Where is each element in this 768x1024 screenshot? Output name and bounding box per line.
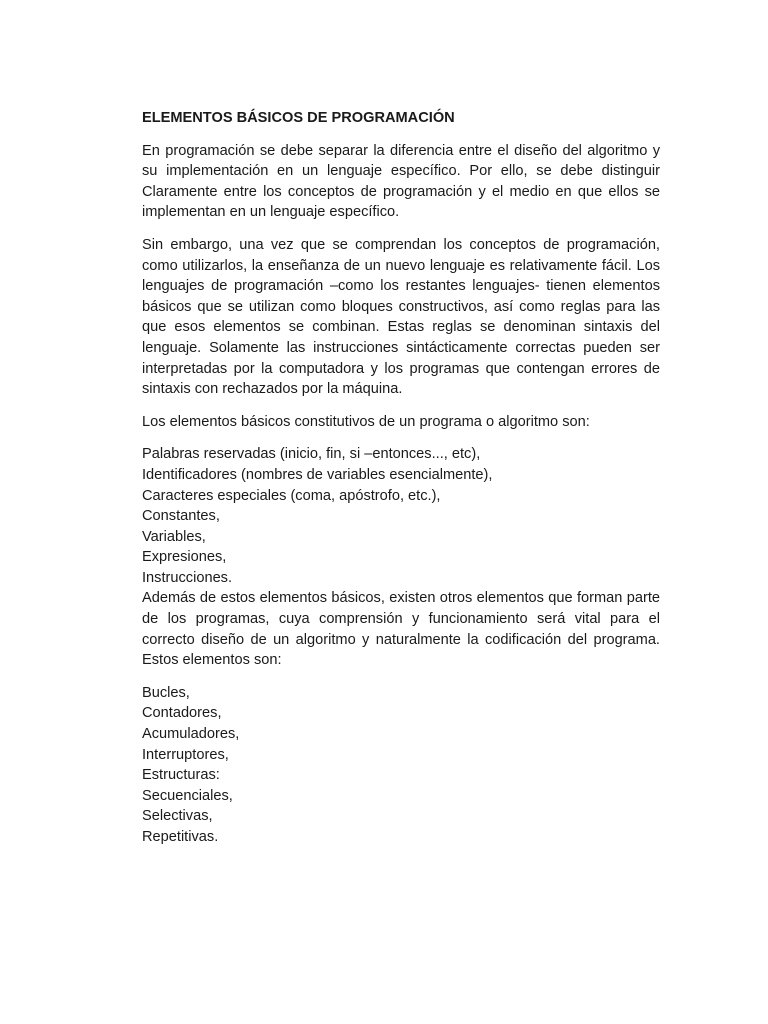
list-item: Selectivas, — [142, 808, 213, 825]
document-body — [142, 108, 660, 848]
list-item: Contadores, — [142, 705, 222, 722]
paragraph-languages: Sin embargo, una vez que se comprendan los conceptos de programación, como utilizarlos, la enseñanza de un nuevo lenguaje es relativamente fácil. Los lenguajes de programación –como los restantes lenguajes- tienen elementos básicos que se utilizan como bloques constructivos, así como reglas para las que esos elementos se combinan. Estas reglas se denominan sintaxis del lenguaje. Solamente las instrucciones sintácticamente correctas pueden ser interpretadas por la computadora y los programas que contengan errores de sintaxis con rechazados por la máquina. — [142, 236, 660, 398]
paragraph-additional: Además de estos elementos básicos, existen otros elementos que forman parte de los programas, cuya comprensión y funcionamiento será vital para el correcto diseño de un algoritmo y naturalmente la codificación del programa. Estos elementos son: — [142, 590, 660, 669]
list-item: Acumuladores, — [142, 726, 240, 743]
basic-elements-list — [142, 444, 660, 588]
list-item: Expresiones, — [142, 549, 227, 566]
list-item: Bucles, — [142, 684, 190, 701]
list-item: Identificadores (nombres de variables esencialmente), — [142, 466, 493, 483]
list-item: Palabras reservadas (inicio, fin, si –entonces..., etc), — [142, 446, 481, 463]
list-item: Constantes, — [142, 508, 220, 525]
list-item: Interruptores, — [142, 746, 229, 763]
list-item: Estructuras: — [142, 767, 220, 784]
list-item: Instrucciones. — [142, 569, 233, 586]
other-elements-list — [142, 683, 660, 848]
list-item: Caracteres especiales (coma, apóstrofo, etc.), — [142, 487, 441, 504]
paragraph-elements-intro: Los elementos básicos constitutivos de un programa o algoritmo son: — [142, 413, 590, 430]
paragraph-intro: En programación se debe separar la diferencia entre el diseño del algoritmo y su implementación en un lenguaje específico. Por ello, se debe distinguir Claramente entre los conceptos de programación y el medio en que ellos se implementan en un lenguaje específico. — [142, 142, 660, 221]
list-item: Secuenciales, — [142, 787, 233, 804]
list-item: Variables, — [142, 528, 206, 545]
document-title: ELEMENTOS BÁSICOS DE PROGRAMACIÓN — [142, 110, 455, 126]
list-item: Repetitivas. — [142, 829, 219, 845]
